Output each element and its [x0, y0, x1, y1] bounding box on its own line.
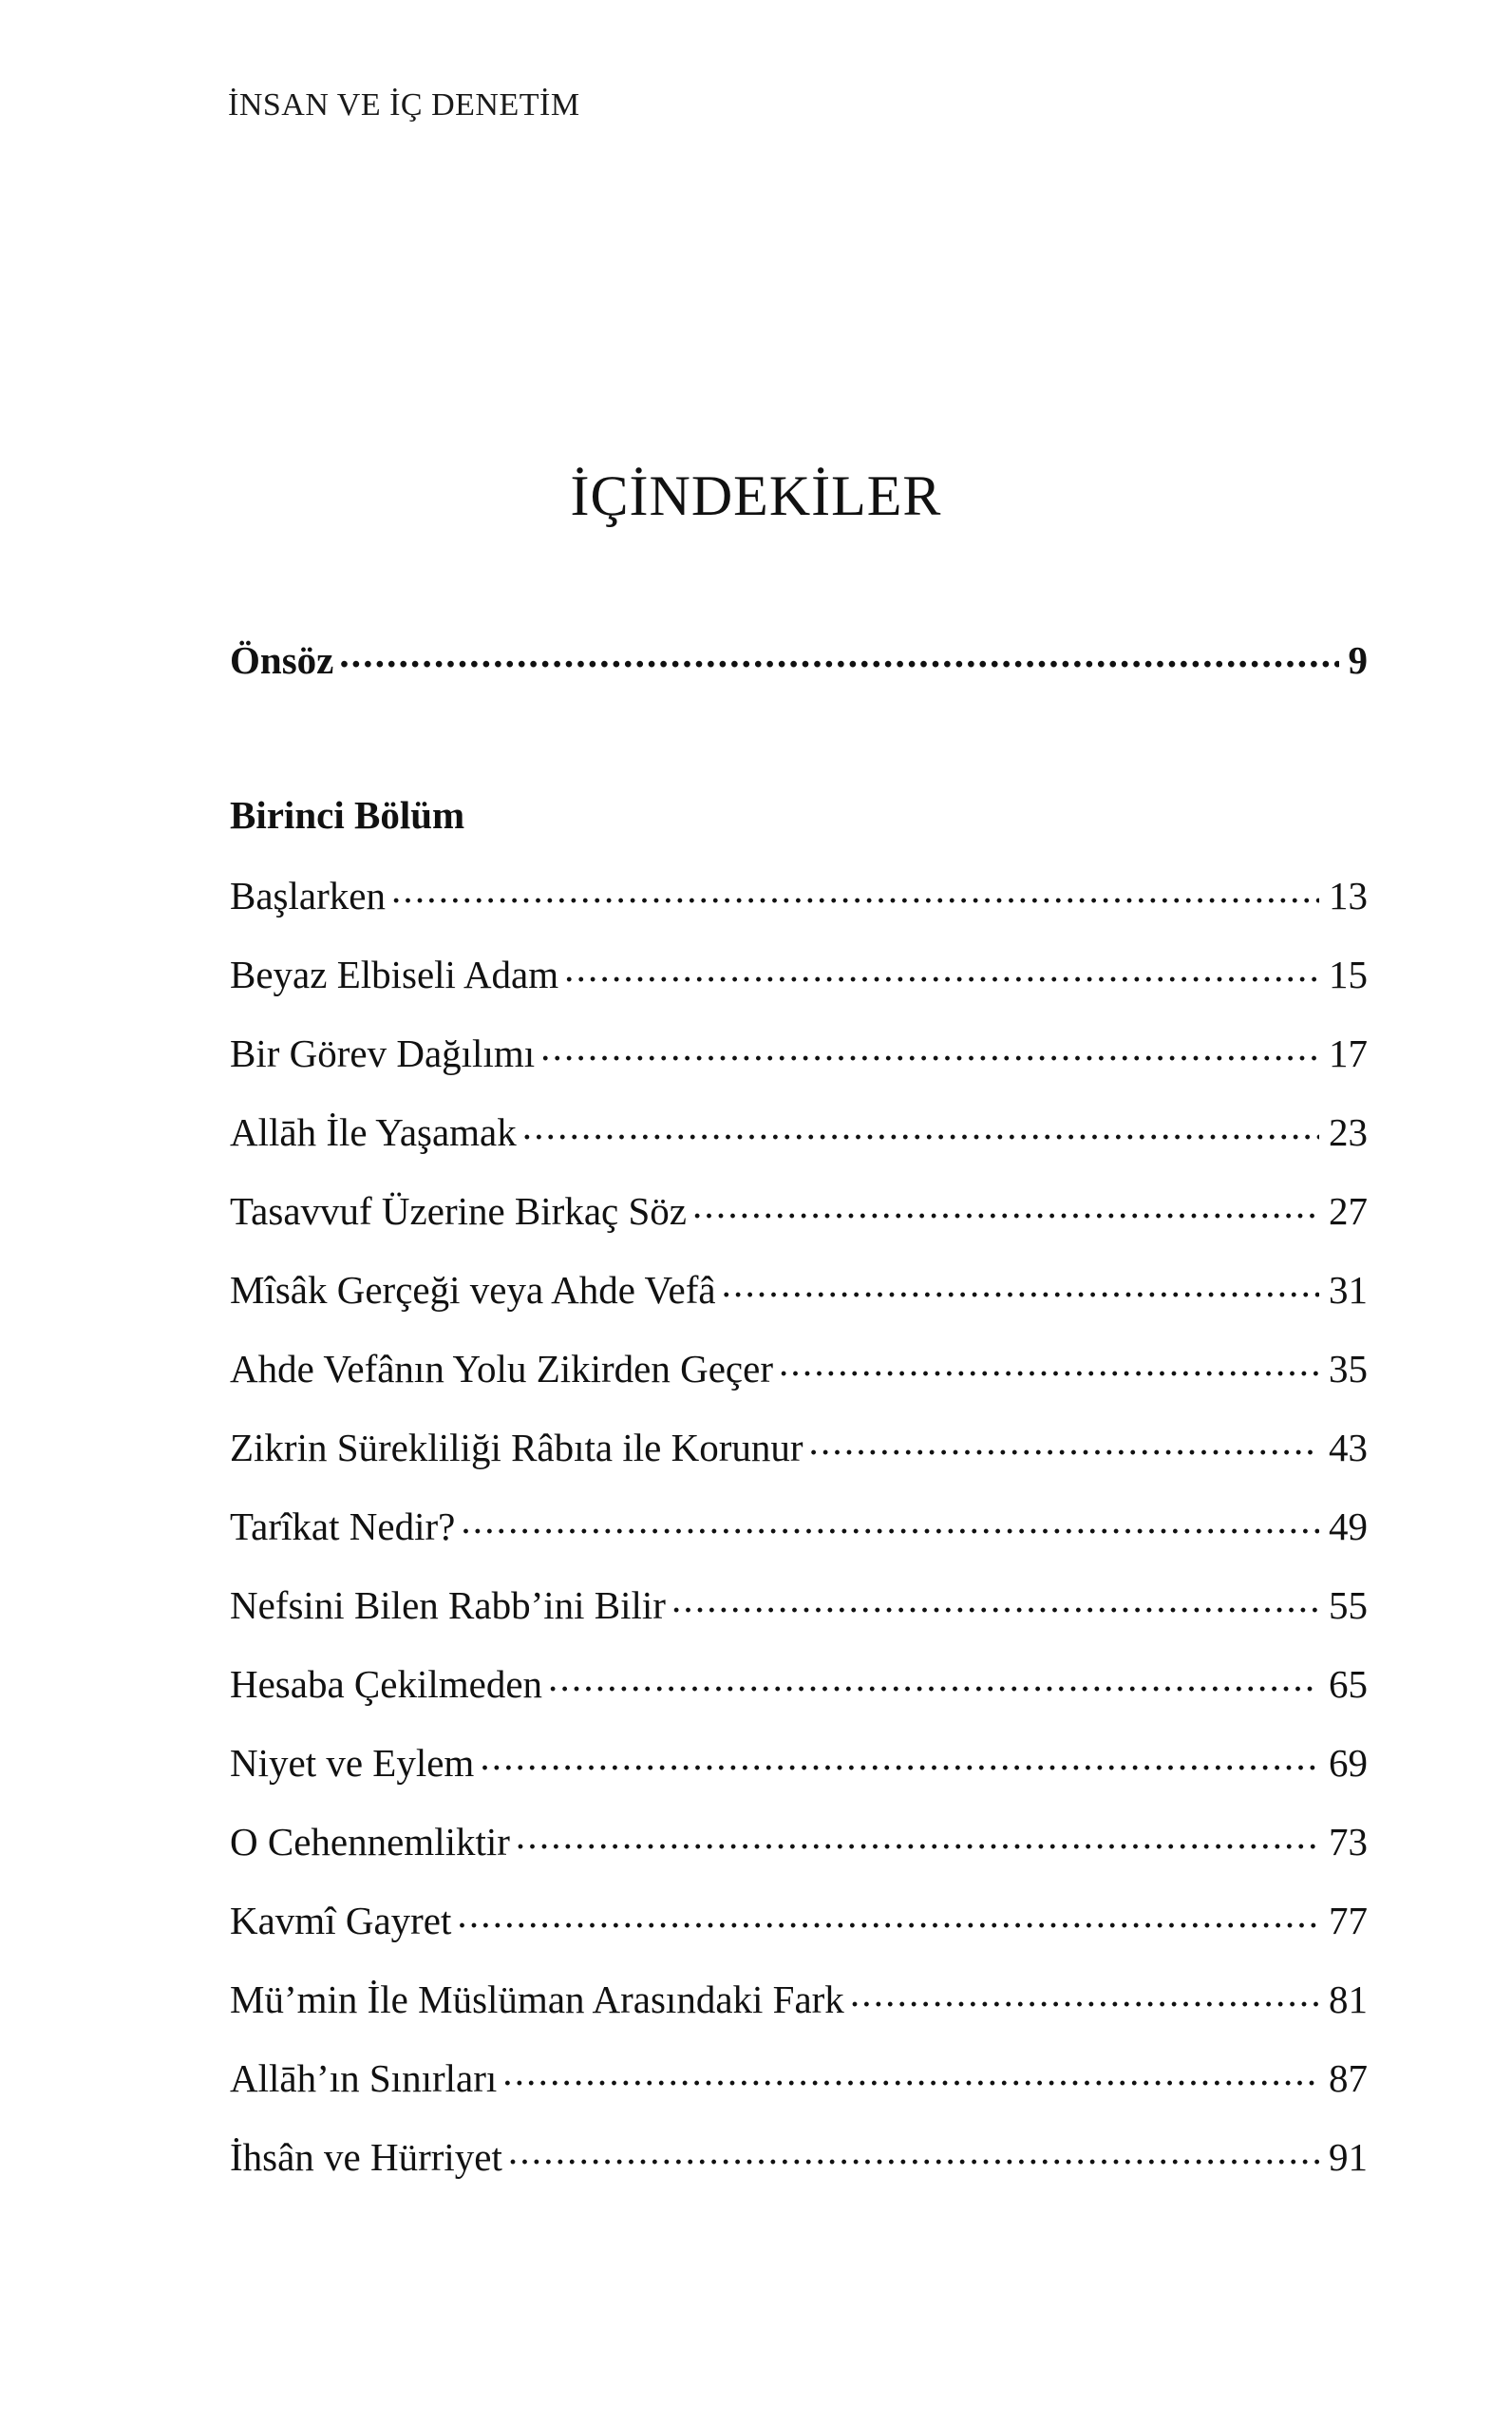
toc-entry-label: Mîsâk Gerçeği veya Ahde Vefâ	[230, 1268, 716, 1312]
toc-entry[interactable]	[230, 2131, 1368, 2188]
toc-entry-page: 55	[1329, 1583, 1368, 1627]
dot-leader	[671, 1580, 1319, 1618]
toc-entry[interactable]	[230, 1185, 1368, 1242]
toc-entry-page: 77	[1329, 1899, 1368, 1942]
toc-entry-label: Ahde Vefânın Yolu Zikirden Geçer	[230, 1347, 773, 1391]
dot-leader	[457, 1895, 1319, 1934]
toc-entry-page: 13	[1329, 874, 1368, 918]
toc-entry-label: Başlarken	[230, 874, 386, 918]
toc-entry-label: O Cehennemliktir	[230, 1820, 510, 1864]
dot-leader	[779, 1343, 1319, 1382]
toc-entry-page: 91	[1329, 2135, 1368, 2179]
dot-leader	[692, 1185, 1319, 1224]
toc-title: İÇİNDEKİLER	[570, 464, 942, 527]
toc-entry[interactable]	[230, 1343, 1368, 1400]
toc-entry-label: Bir Görev Dağılımı	[230, 1031, 536, 1075]
toc-entry-page: 31	[1329, 1268, 1368, 1312]
dot-leader	[850, 1974, 1319, 2013]
toc-entry-label: Allāh’ın Sınırları	[230, 2056, 498, 2100]
toc-entry-label: Hesaba Çekilmeden	[230, 1662, 543, 1706]
toc-entry-page: 9	[1348, 638, 1368, 682]
toc-entry-label: Mü’min İle Müslüman Arasındaki Fark	[230, 1977, 844, 2021]
toc-entry-label: Önsöz	[230, 638, 334, 682]
dot-leader	[508, 2131, 1319, 2170]
toc-entry-page: 17	[1329, 1031, 1368, 1075]
dot-leader	[540, 1028, 1319, 1067]
toc-entry-page: 27	[1329, 1189, 1368, 1233]
toc-entry-label: İhsân ve Hürriyet	[230, 2135, 502, 2179]
toc-entry[interactable]	[230, 949, 1368, 1006]
section-heading: Birinci Bölüm	[230, 793, 465, 837]
toc-entry-page: 49	[1329, 1504, 1368, 1548]
toc-entry-page: 35	[1329, 1347, 1368, 1391]
toc-entry-page: 65	[1329, 1662, 1368, 1706]
dot-leader	[391, 870, 1319, 909]
dot-leader	[722, 1264, 1319, 1303]
dot-leader	[564, 949, 1319, 988]
dot-leader	[502, 2053, 1319, 2091]
dot-leader	[480, 1737, 1319, 1776]
toc-entry-page: 43	[1329, 1426, 1368, 1469]
dot-leader	[339, 634, 1338, 673]
running-header: İNSAN VE İÇ DENETİM	[228, 87, 580, 123]
toc-entry[interactable]	[230, 870, 1368, 927]
toc-entry-label: Niyet ve Eylem	[230, 1741, 475, 1785]
toc-entry[interactable]	[230, 1816, 1368, 1873]
toc-entry-label: Tasavvuf Üzerine Birkaç Söz	[230, 1189, 687, 1233]
toc-entry[interactable]	[230, 1580, 1368, 1637]
dot-leader	[522, 1107, 1319, 1145]
toc-entry-label: Nefsini Bilen Rabb’ini Bilir	[230, 1583, 666, 1627]
dot-leader	[461, 1501, 1319, 1540]
dot-leader	[548, 1658, 1319, 1697]
toc-entry-page: 69	[1329, 1741, 1368, 1785]
dot-leader	[809, 1422, 1319, 1461]
toc-entry[interactable]	[230, 1658, 1368, 1715]
toc-entry-label: Zikrin Sürekliliği Râbıta ile Korunur	[230, 1426, 803, 1469]
toc-entry-page: 87	[1329, 2056, 1368, 2100]
toc-entry-page: 23	[1329, 1110, 1368, 1154]
toc-entry[interactable]	[230, 1737, 1368, 1794]
toc-entry[interactable]	[230, 1107, 1368, 1164]
toc-entry-page: 81	[1329, 1977, 1368, 2021]
toc-entry-label: Tarîkat Nedir?	[230, 1504, 456, 1548]
toc-entry-label: Kavmî Gayret	[230, 1899, 452, 1942]
toc-entry[interactable]	[230, 1895, 1368, 1952]
toc-entry-label: Allāh İle Yaşamak	[230, 1110, 517, 1154]
toc-entry[interactable]	[230, 1264, 1368, 1321]
toc-entry[interactable]	[230, 2053, 1368, 2110]
dot-leader	[516, 1816, 1319, 1855]
toc-entry-preface[interactable]	[230, 634, 1368, 691]
toc-entry-page: 15	[1329, 953, 1368, 996]
toc-entry[interactable]	[230, 1501, 1368, 1558]
toc-entry[interactable]	[230, 1028, 1368, 1085]
toc-entry[interactable]	[230, 1974, 1368, 2031]
toc-entry-page: 73	[1329, 1820, 1368, 1864]
toc-entry[interactable]	[230, 1422, 1368, 1479]
toc-entry-label: Beyaz Elbiseli Adam	[230, 953, 559, 996]
